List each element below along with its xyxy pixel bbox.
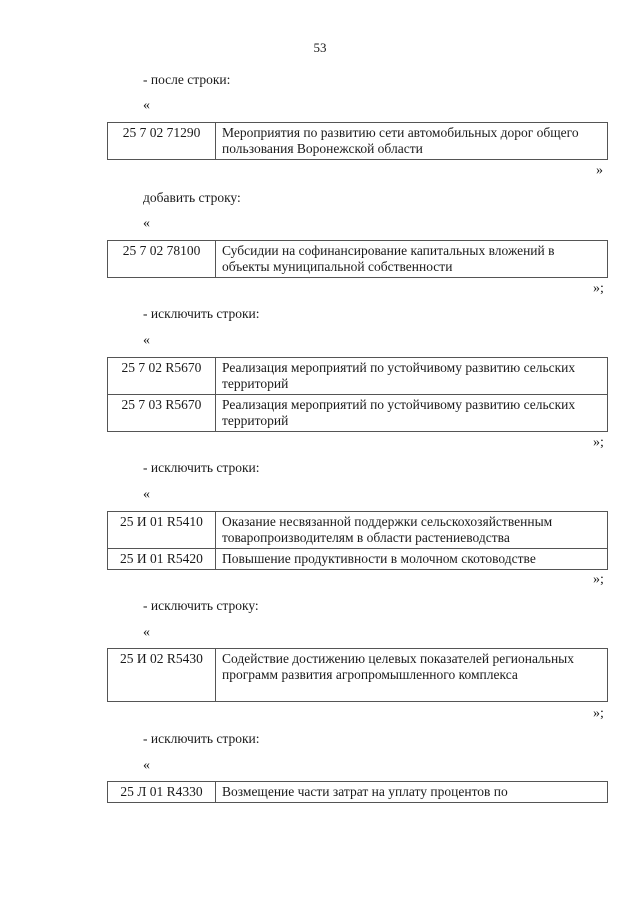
instruction-text: - исключить строки: — [143, 460, 260, 475]
open-quote: « — [143, 625, 150, 640]
table-row — [108, 395, 608, 432]
classification-code: 25 7 03 R5670 — [108, 395, 216, 432]
budget-table — [107, 648, 608, 702]
instruction-text: - исключить строки: — [143, 731, 260, 746]
budget-table — [107, 511, 608, 570]
instruction-text: - исключить строки: — [143, 306, 260, 321]
classification-code: 25 И 01 R5410 — [108, 512, 216, 549]
item-description: Оказание несвязанной поддержки сельскохозяйственным товаропроизводителям в области растениеводства — [216, 512, 608, 549]
close-quote: »; — [593, 706, 604, 721]
classification-code: 25 7 02 78100 — [108, 241, 216, 278]
budget-table — [107, 781, 608, 803]
open-quote: « — [143, 333, 150, 348]
item-description: Мероприятия по развитию сети автомобильных дорог общего пользования Воронежской области — [216, 123, 608, 160]
close-quote: »; — [593, 572, 604, 587]
table-row — [108, 782, 608, 803]
classification-code: 25 7 02 71290 — [108, 123, 216, 160]
open-quote: « — [143, 487, 150, 502]
table-row — [108, 549, 608, 570]
item-description: Субсидии на софинансирование капитальных вложений в объекты муниципальной собственности — [216, 241, 608, 278]
item-description: Содействие достижению целевых показателей региональных программ развития агропромышленного комплекса — [216, 649, 608, 702]
table-row — [108, 649, 608, 702]
item-description: Реализация мероприятий по устойчивому развитию сельских территорий — [216, 358, 608, 395]
item-description: Повышение продуктивности в молочном скотоводстве — [216, 549, 608, 570]
table-row — [108, 358, 608, 395]
instruction-text: - исключить строку: — [143, 598, 259, 613]
instruction-text: - после строки: — [143, 72, 231, 87]
close-quote: »; — [593, 281, 604, 296]
budget-table — [107, 240, 608, 278]
budget-table — [107, 357, 608, 432]
classification-code: 25 И 01 R5420 — [108, 549, 216, 570]
open-quote: « — [143, 98, 150, 113]
classification-code: 25 И 02 R5430 — [108, 649, 216, 702]
close-quote: » — [596, 163, 603, 178]
instruction-text: добавить строку: — [143, 190, 241, 205]
table-row — [108, 512, 608, 549]
classification-code: 25 7 02 R5670 — [108, 358, 216, 395]
page-number: 53 — [313, 40, 327, 55]
budget-table — [107, 122, 608, 160]
item-description: Реализация мероприятий по устойчивому развитию сельских территорий — [216, 395, 608, 432]
table-row — [108, 123, 608, 160]
classification-code: 25 Л 01 R4330 — [108, 782, 216, 803]
item-description: Возмещение части затрат на уплату процентов по — [216, 782, 608, 803]
close-quote: »; — [593, 435, 604, 450]
table-row — [108, 241, 608, 278]
open-quote: « — [143, 216, 150, 231]
open-quote: « — [143, 758, 150, 773]
